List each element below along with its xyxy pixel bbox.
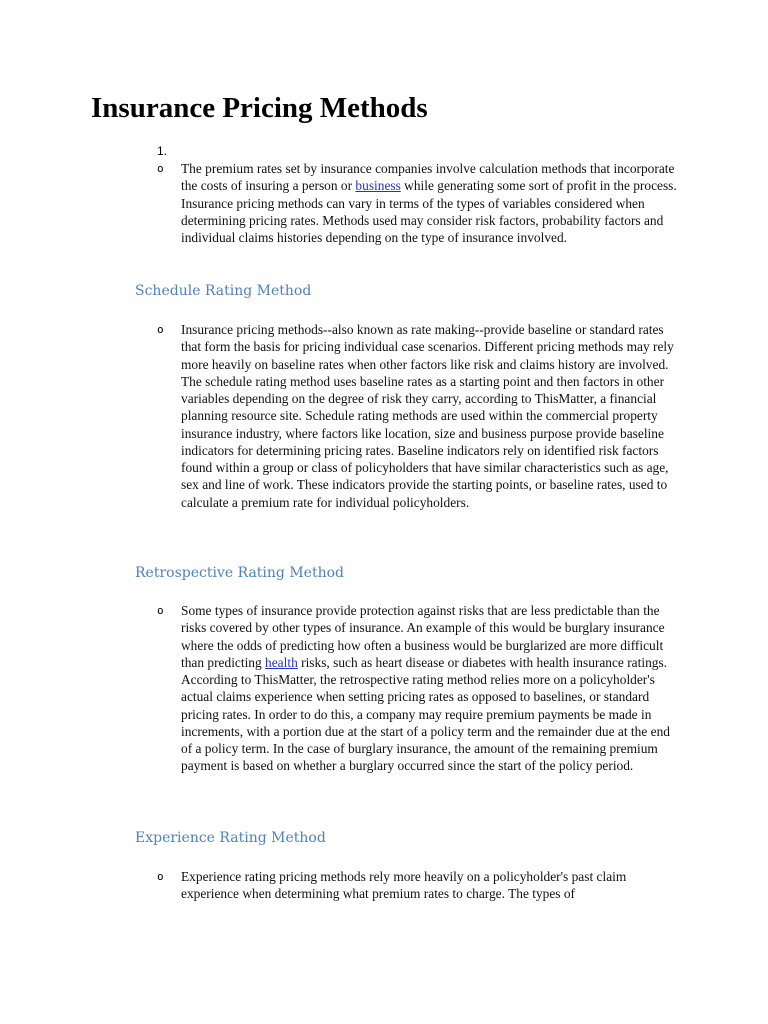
document-title: Insurance Pricing Methods (91, 92, 428, 124)
section-heading-schedule-rating: Schedule Rating Method (135, 283, 312, 299)
health-link[interactable]: health (265, 654, 298, 670)
retrospective-text-after-link: risks, such as heart disease or diabetes with health insurance ratings. According to ThisMatter, the retrospective rating method relies more on a policyholder's actual claims experience when setting pricing rates as opposed to baselines, or standard pricing rates. In order to do this, a company may require premium payments be made in increments, with a portion due at the start of a policy term and the remainder due at the end of a policy term. In the case of burglary insurance, the amount of the remaining premium payment is based on whether a burglary occurred since the start of the policy period. (181, 654, 670, 774)
retrospective-text-before-link: Some types of insurance provide protection against risks that are less predictable than the risks covered by other types of insurance. An example of this would be burglary insurance where the odds of predicting how often a business would be burglarized are more difficult than predicting (181, 603, 665, 670)
business-link[interactable]: business (355, 178, 401, 194)
retrospective-rating-list-item (157, 602, 687, 817)
intro-list-item (157, 160, 687, 270)
bullet-circle-icon: o (157, 870, 164, 883)
list-number: 1. (157, 144, 168, 158)
intro-text-after-link: while generating some sort of profit in the process. Insurance pricing methods can vary in terms of the types of variables considered when determining pricing rates. Methods used may consider risk factors, probability factors and individual claims histories depending on the type of insurance involved. (181, 178, 677, 245)
section-heading-retrospective-rating: Retrospective Rating Method (135, 565, 344, 581)
experience-rating-list-item (157, 868, 687, 908)
retrospective-rating-paragraph (181, 602, 681, 775)
experience-rating-paragraph: Experience rating pricing methods rely more heavily on a policyholder's past claim experience when determining what premium rates to charge. The types of (181, 869, 627, 902)
bullet-circle-icon: o (157, 323, 164, 336)
section-heading-experience-rating: Experience Rating Method (135, 830, 326, 846)
intro-text-before-link: The premium rates set by insurance companies involve calculation methods that incorporate the costs of insuring a person or (181, 161, 675, 194)
bullet-circle-icon: o (157, 604, 164, 617)
schedule-rating-paragraph: Insurance pricing methods--also known as rate making--provide baseline or standard rates that form the basis for pricing individual case scenarios. Different pricing methods may rely more heavily on baseline rates when other factors like risk and claims history are involved. The schedule rating method uses baseline rates as a starting point and then factors in other variables depending on the degree of risk they carry, according to ThisMatter, a financial planning resource site. Schedule rating methods are used within the commercial property insurance industry, where factors like location, size and business purpose provide baseline indicators for determining pricing rates. Baseline indicators rely on identified risk factors found within a group or class of policyholders that have similar characteristics such as age, sex and line of work. These indicators provide the starting points, or baseline rates, used to calculate a premium rate for individual policyholders. (181, 322, 674, 510)
bullet-circle-icon: o (157, 162, 164, 175)
schedule-rating-list-item (157, 321, 687, 551)
intro-paragraph (181, 160, 681, 246)
